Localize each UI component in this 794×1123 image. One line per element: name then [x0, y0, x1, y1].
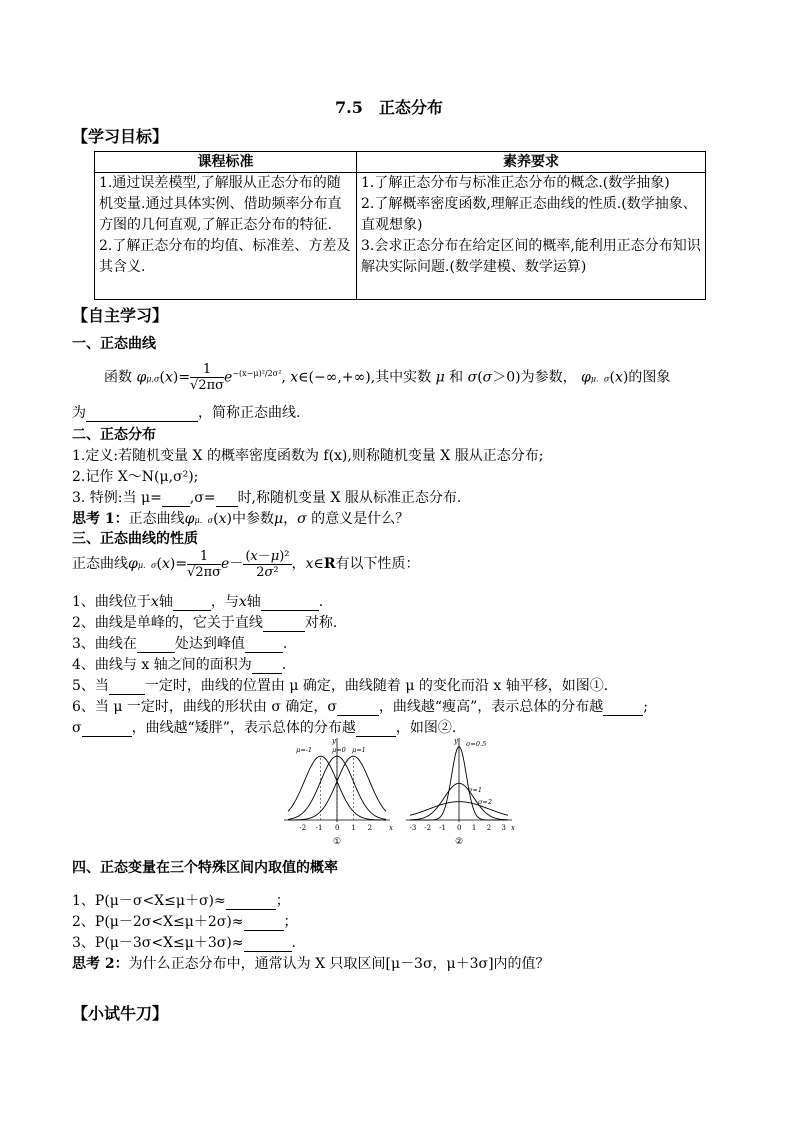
figure-1-normal-curves-mu	[282, 734, 394, 850]
curve-label: σ=0.5	[466, 740, 487, 748]
heading-goals: 【学习目标】	[72, 127, 169, 146]
tick-label: -1	[315, 824, 323, 832]
tick-label: -2	[424, 824, 432, 832]
curve-label: σ=2	[478, 798, 493, 806]
answer-blank[interactable]	[109, 680, 145, 695]
answer-blank[interactable]	[137, 638, 175, 653]
answer-blank[interactable]	[162, 492, 190, 507]
y-axis-label: y	[332, 737, 336, 745]
answer-blank[interactable]	[216, 492, 238, 507]
section-1-title: 一、正态曲线	[72, 336, 156, 352]
tick-label: 2	[367, 824, 373, 832]
standard-item-2: 2.了解正态分布的均值、标准差、方差及其含义.	[99, 238, 351, 275]
section-3-title: 三、正态曲线的性质	[72, 531, 198, 547]
answer-blank[interactable]	[173, 596, 211, 611]
s4-prob-1: 1、P(μ－σ<X≤μ＋σ)≈ ；	[72, 893, 290, 909]
s4-prob-3: 3、P(μ－3σ<X≤μ＋3σ)≈ .	[72, 935, 296, 951]
s3-property-6-cont: σ ，曲线越“矮胖”，表示总体的分布越 ，如图②.	[72, 720, 457, 736]
figure-2-normal-curves-sigma	[404, 734, 516, 850]
s3-property-1: 1、曲线位于x轴 ，与x轴 .	[72, 594, 324, 610]
tick-label: 1	[471, 824, 477, 832]
tick-label: 3	[501, 824, 507, 832]
s4-prob-2: 2、P(μ－2σ<X≤μ＋2σ)≈ ；	[72, 914, 298, 930]
tick-label: -2	[299, 824, 307, 832]
y-axis-label: y	[454, 737, 458, 745]
s1-line-1: 函数 φμ,σ(x)= $\frac{1}{√2\pi\sigma}$ $e^{-(x-\mu)^2/2\sigma^2}$, x∈(−∞,+∞),其中实数 μ 和 σ(σ＞0)为参数， φμ．σ(x)的图象	[104, 362, 671, 394]
page-title: 7.5 正态分布	[335, 98, 443, 117]
answer-blank[interactable]	[86, 407, 198, 422]
tick-label: 0	[457, 824, 462, 832]
answer-blank[interactable]	[226, 895, 276, 910]
tick-label: 1	[351, 824, 356, 832]
answer-blank[interactable]	[244, 916, 284, 931]
literacy-item-1: 1.了解正态分布与标准正态分布的概念.(数学抽象)	[361, 175, 670, 191]
goals-table	[94, 151, 706, 300]
s3-property-6: 6、当 μ 一定时，曲线的形状由 σ 确定，σ ，曲线越“瘦高”，表示总体的分布越 ;	[72, 699, 648, 715]
answer-blank[interactable]	[337, 701, 379, 716]
s3-property-5: 5、当 一定时，曲线的位置由 μ 确定，曲线随着 μ 的变化而沿 x 轴平移，如图①.	[72, 678, 609, 694]
table-header-literacy: 素养要求	[357, 152, 706, 173]
heading-try: 【小试牛刀】	[72, 1004, 169, 1023]
curve-label: σ=1	[468, 786, 483, 794]
answer-blank[interactable]	[82, 722, 132, 737]
tick-label: 2	[486, 824, 492, 832]
x-axis-label: x	[511, 824, 515, 832]
answer-blank[interactable]	[244, 937, 292, 952]
table-header-standard: 课程标准	[95, 152, 357, 173]
literacy-item-3: 3.会求正态分布在给定区间的概率,能利用正态分布知识解决实际问题.(数学建模、数学运算)	[361, 238, 701, 275]
section-2-title: 二、正态分布	[72, 427, 156, 443]
answer-blank[interactable]	[252, 659, 282, 674]
s3-property-3: 3、曲线在 处达到峰值 .	[72, 636, 288, 652]
s3-property-2: 2、曲线是单峰的，它关于直线 对称.	[72, 615, 338, 631]
section-4-title: 四、正态变量在三个特殊区间内取值的概率	[72, 860, 338, 876]
s1-line-2: 为 ，简称正态曲线.	[72, 405, 301, 421]
s2-think-1: 思考 1：正态曲线φμ．σ(x)中参数μ，σ 的意义是什么？	[72, 511, 410, 527]
standard-item-1: 1.通过误差模型,了解服从正态分布的随机变量.通过具体实例、借助频率分布直方图的几何直观,了解正态分布的特征.	[99, 175, 342, 233]
tick-label: -1	[439, 824, 446, 832]
answer-blank[interactable]	[261, 596, 319, 611]
tick-label: 0	[335, 824, 340, 832]
s3-property-4: 4、曲线与 x 轴之间的面积为 .	[72, 657, 287, 673]
literacy-item-2: 2.了解概率密度函数,理解正态曲线的性质.(数学抽象、直观想象)	[361, 196, 697, 233]
answer-blank[interactable]	[263, 617, 305, 632]
table-cell-literacy	[357, 173, 706, 300]
x-axis-label: x	[389, 824, 393, 832]
curve-label: μ=-1	[296, 746, 313, 754]
curve-label: μ=1	[352, 746, 366, 754]
figure-caption: ②	[455, 837, 464, 847]
s4-think-2: 思考 2：为什么正态分布中，通常认为 X 只取区间[μ－3σ，μ＋3σ]内的值？	[72, 956, 550, 972]
figure-caption: ①	[333, 837, 342, 847]
answer-blank[interactable]	[245, 638, 283, 653]
tick-label: -3	[409, 824, 417, 832]
s2-line-2: 2.记作 X～N(μ,σ²);	[72, 469, 199, 485]
answer-blank[interactable]	[603, 701, 643, 716]
curve-label: μ=0	[332, 746, 346, 754]
table-cell-standard	[95, 173, 357, 300]
s2-line-1: 1.定义:若随机变量 X 的概率密度函数为 f(x),则称随机变量 X 服从正态分布;	[72, 448, 544, 464]
s3-intro: 正态曲线φμ．σ(x)= $\frac{1}{√2\pi\sigma}$ e－ $\frac{\text{(x－μ)²}}{\text{2σ²}}$ ，x∈R有以下性质：	[72, 548, 420, 580]
heading-self-study: 【自主学习】	[72, 306, 169, 325]
s2-line-3: 3. 特例:当 μ= ,σ= 时,称随机变量 X 服从标准正态分布.	[72, 490, 462, 506]
